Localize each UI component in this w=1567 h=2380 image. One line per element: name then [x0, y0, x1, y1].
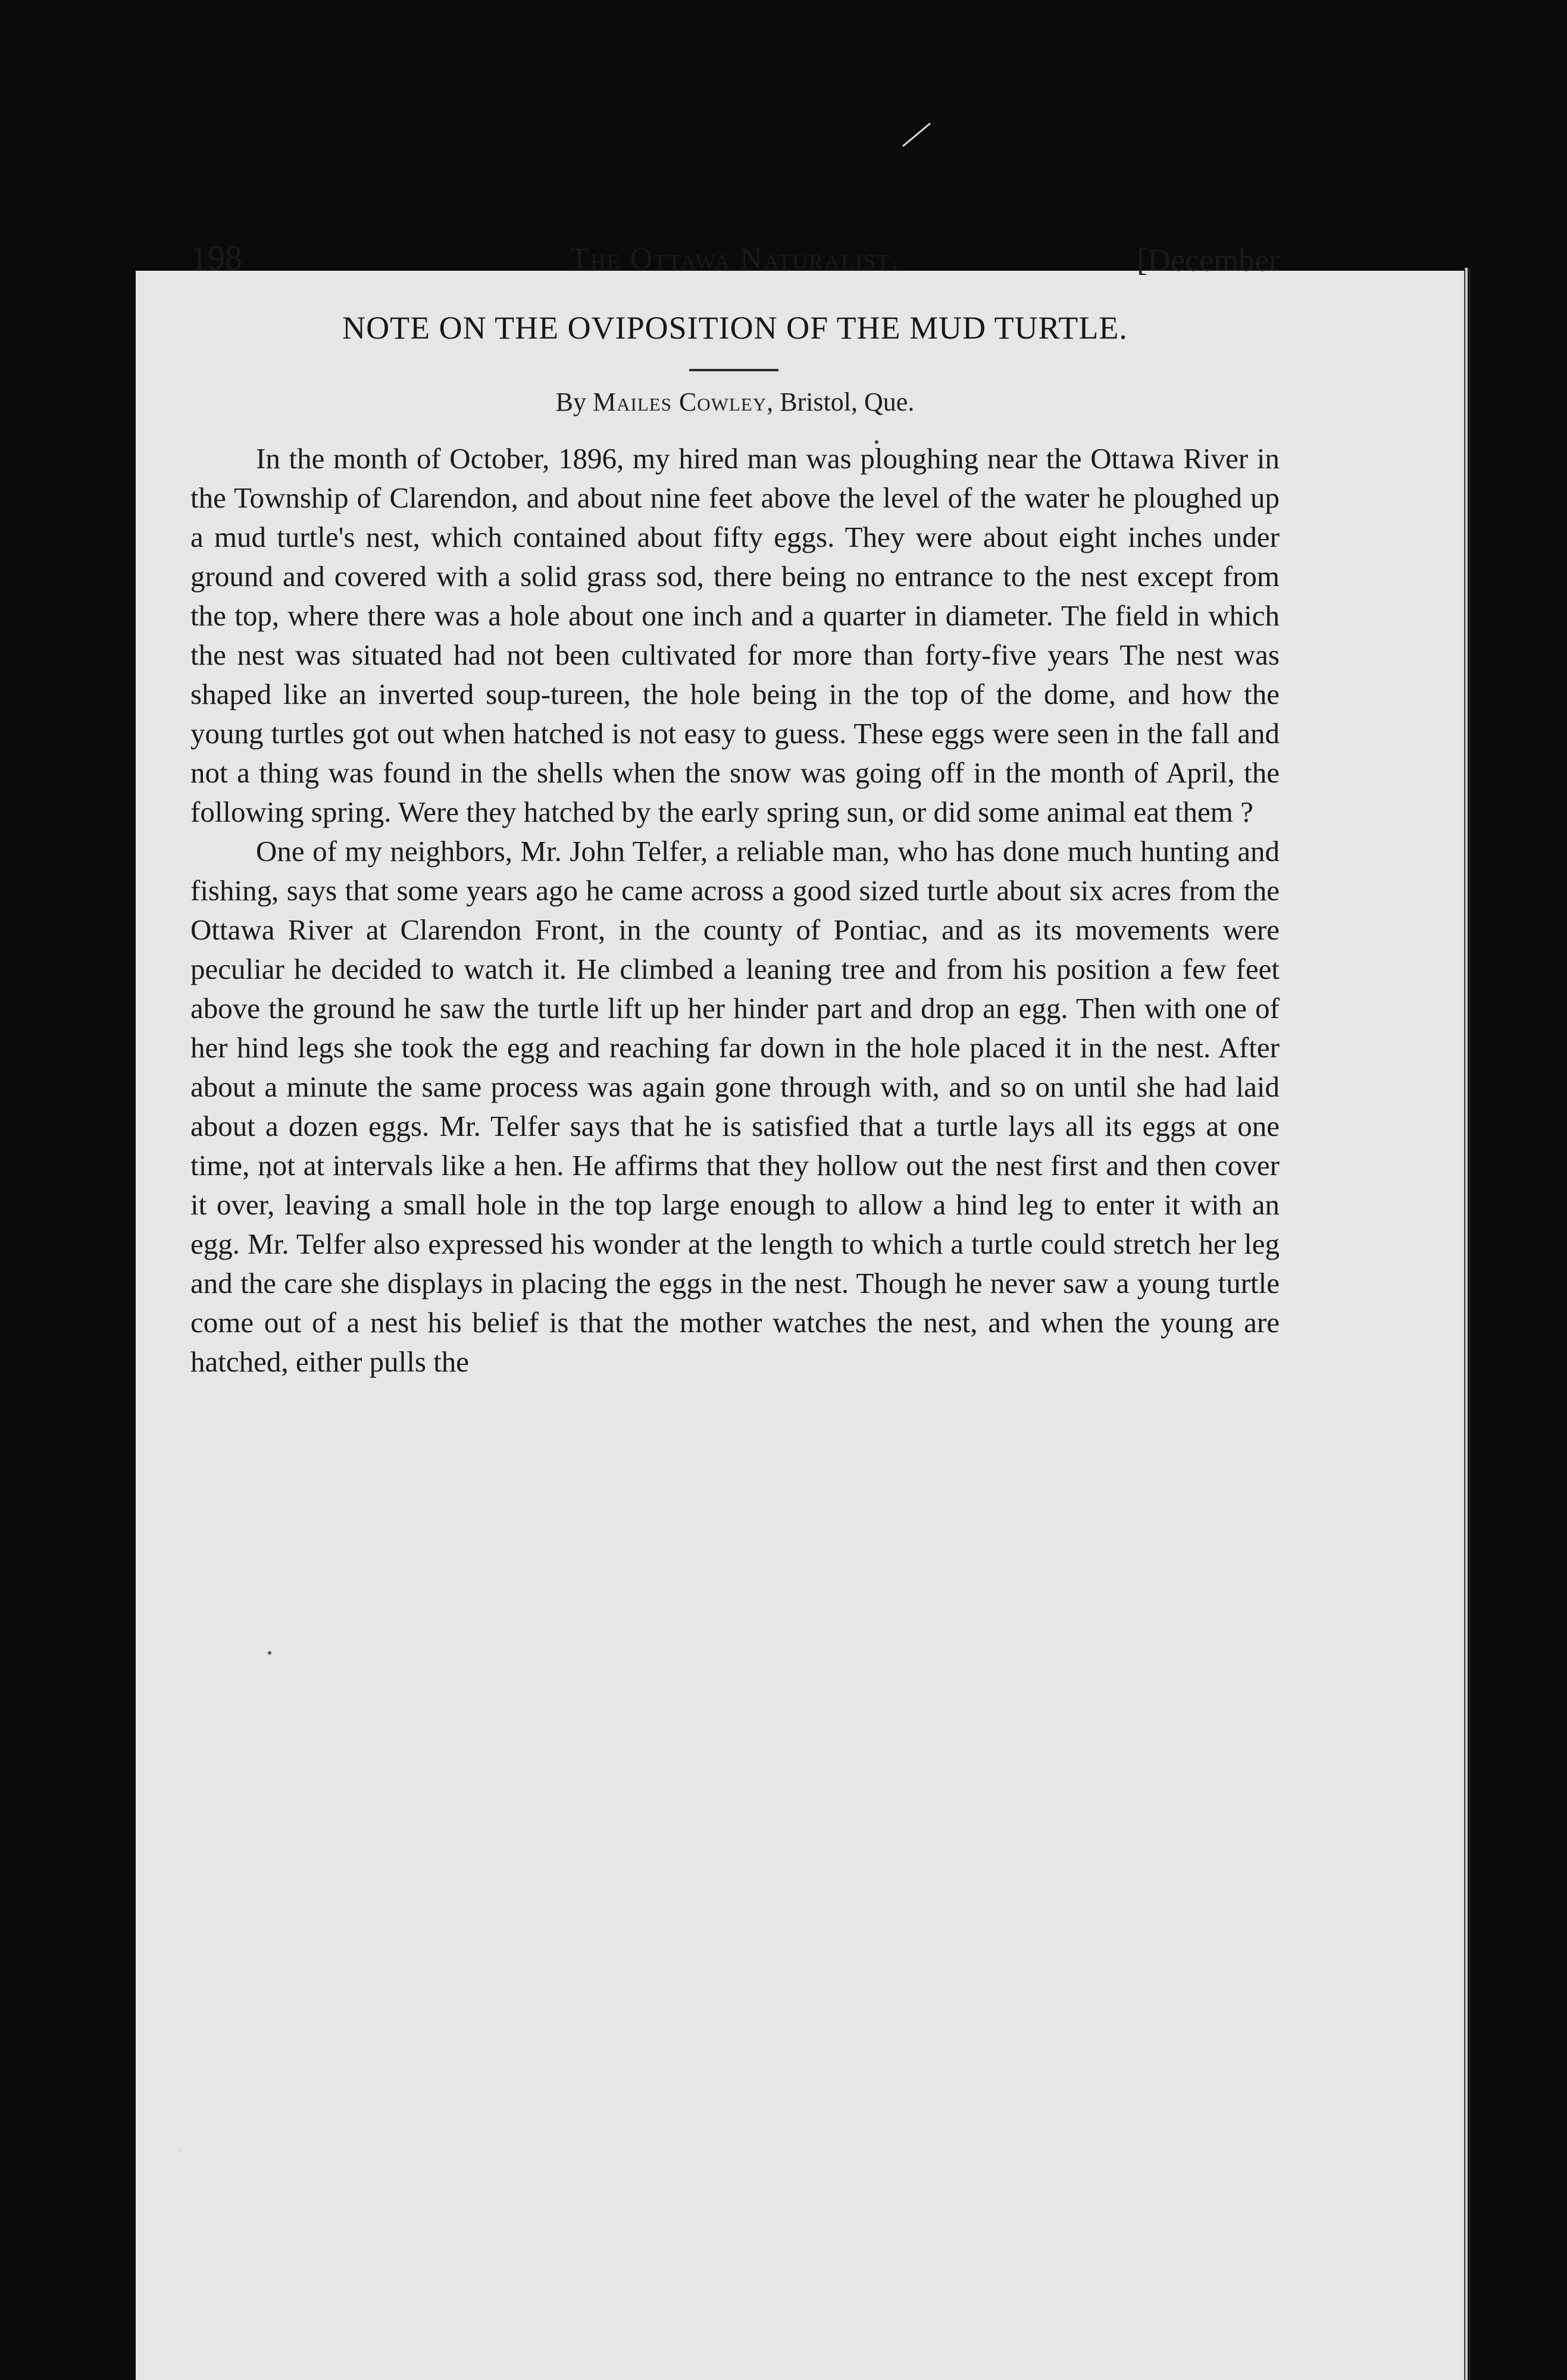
byline	[190, 387, 1280, 417]
article-body	[190, 439, 1280, 1382]
adjacent-page-edge	[1464, 268, 1567, 2380]
page-edge-line	[1465, 268, 1468, 2380]
paragraph: In the month of October, 1896, my hired man was ploughing near the Ottawa River in the Township of Clarendon, and about nine feet above the level of the water he ploughed up a mud turtle's nest, which contained about fifty eggs. They were about eight inches under ground and covered with a solid grass sod, there being no entrance to the nest except from the top, where there was a hole about one inch and a quarter in diameter. The field in which the nest was situated had not been cultivated for more than forty-five years The nest was shaped like an inverted soup-tureen, the hole being in the top of the dome, and how the young turtles got out when hatched is not easy to guess. These eggs were seen in the fall and not a thing was found in the shells when the snow was going off in the month of April, the following spring. Were they hatched by the early spring sun, or did some animal eat them ?	[190, 442, 1280, 828]
author-name: Mailes Cowley	[593, 387, 767, 416]
title-divider	[689, 369, 778, 371]
page-number: 198	[190, 239, 242, 277]
scan-scratch	[902, 123, 931, 147]
scan-speck	[177, 2148, 182, 2153]
scan-speck	[268, 1651, 271, 1655]
issue-month: [December	[1137, 242, 1280, 278]
byline-prefix: By	[555, 387, 587, 416]
article-title: NOTE ON THE OVIPOSITION OF THE MUD TURTLE.	[342, 310, 1128, 346]
journal-title: The Ottawa Naturalist.	[570, 242, 900, 276]
paragraph: One of my neighbors, Mr. John Telfer, a reliable man, who has done much hunting and fishing, says that some years ago he came across a good sized turtle about six acres from the Ottawa River at Clarendon Front, in the county of Pontiac, and as its movements were peculiar he decided to watch it. He climbed a leaning tree and from his position a few feet above the ground he saw the turtle lift up her hinder part and drop an egg. Then with one of her hind legs she took the egg and reaching far down in the hole placed it in the nest. After about a minute the same process was again gone through with, and so on until she had laid about a dozen eggs. Mr. Telfer says that he is satisfied that a turtle lays all its eggs at one time, not at intervals like a hen. He affirms that they hollow out the nest first and then cover it over, leaving a small hole in the top large enough to allow a hind leg to enter it with an egg. Mr. Telfer also expressed his wonder at the length to which a turtle could stretch her leg and the care she displays in placing the eggs in the nest. Though he never saw a young turtle come out of a nest his belief is that the mother watches the nest, and when the young are hatched, either pulls the	[190, 835, 1280, 1378]
running-header	[190, 238, 1280, 292]
author-location: , Bristol, Que.	[767, 387, 915, 416]
